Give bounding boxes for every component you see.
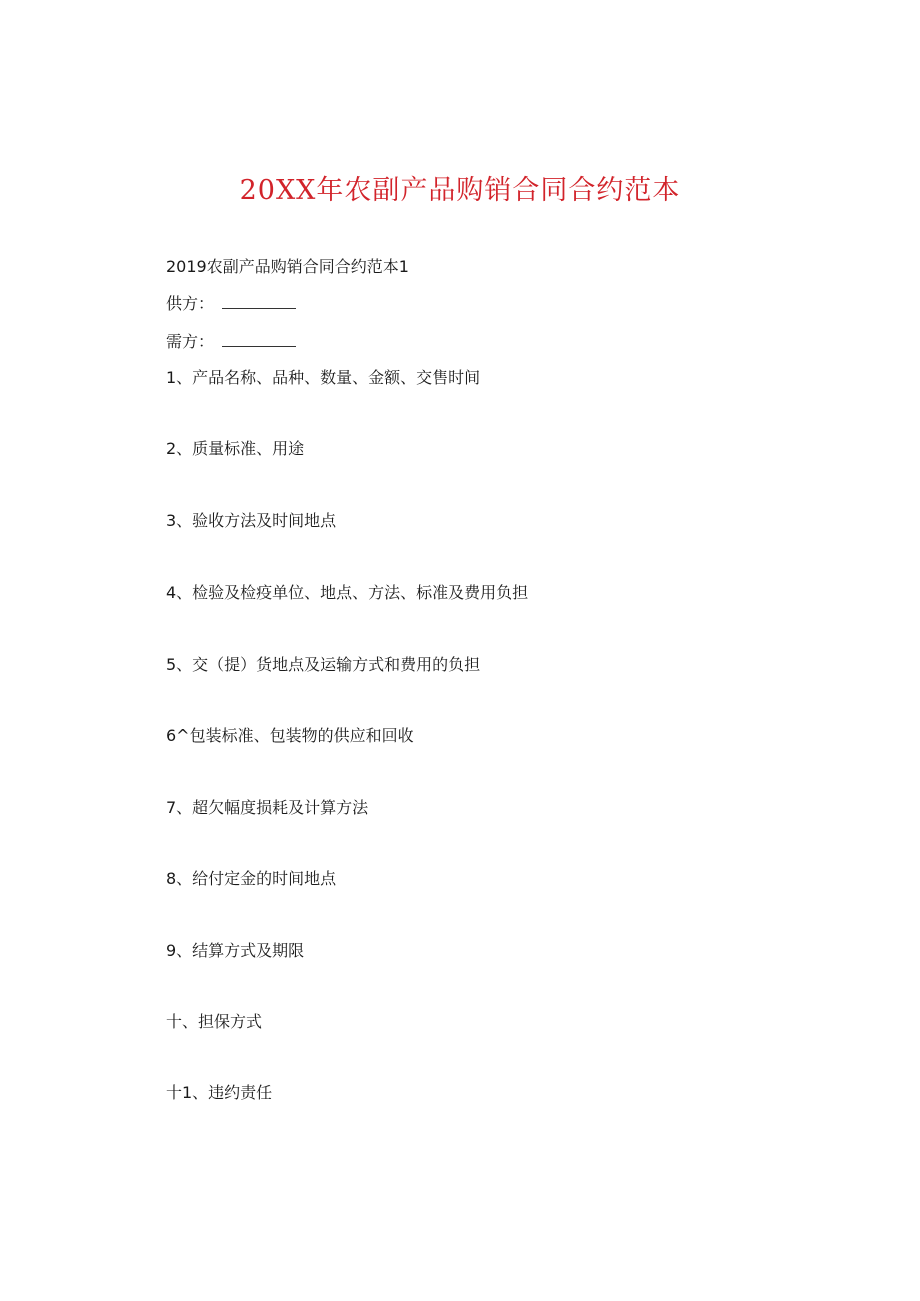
clause-item: 9、结算方式及期限 — [166, 941, 305, 960]
clause-item: 2、质量标准、用途 — [166, 439, 305, 458]
buyer-label: 需方： — [166, 332, 215, 351]
supplier-line — [166, 293, 296, 315]
clause-item: 7、超欠幅度损耗及计算方法 — [166, 798, 369, 817]
clause-item: 十1、违约责任 — [166, 1083, 273, 1102]
clause-item: 4、检验及检疫单位、地点、方法、标准及费用负担 — [166, 583, 529, 602]
supplier-label: 供方： — [166, 294, 215, 313]
supplier-blank-field — [222, 294, 296, 309]
clause-item: 5、交（提）货地点及运输方式和费用的负担 — [166, 655, 481, 674]
clause-item: 十、担保方式 — [166, 1012, 263, 1031]
clause-item: 3、验收方法及时间地点 — [166, 511, 337, 530]
clause-item: 1、产品名称、品种、数量、金额、交售时间 — [166, 368, 481, 387]
buyer-line — [166, 331, 296, 353]
buyer-blank-field — [222, 332, 296, 347]
document-subtitle: 2019农副产品购销合同合约范本1 — [166, 257, 409, 276]
document-title: 20XX年农副产品购销合同合约范本 — [239, 175, 681, 206]
clause-item: 6^包装标准、包装物的供应和回收 — [166, 726, 414, 745]
clause-item: 8、给付定金的时间地点 — [166, 869, 337, 888]
